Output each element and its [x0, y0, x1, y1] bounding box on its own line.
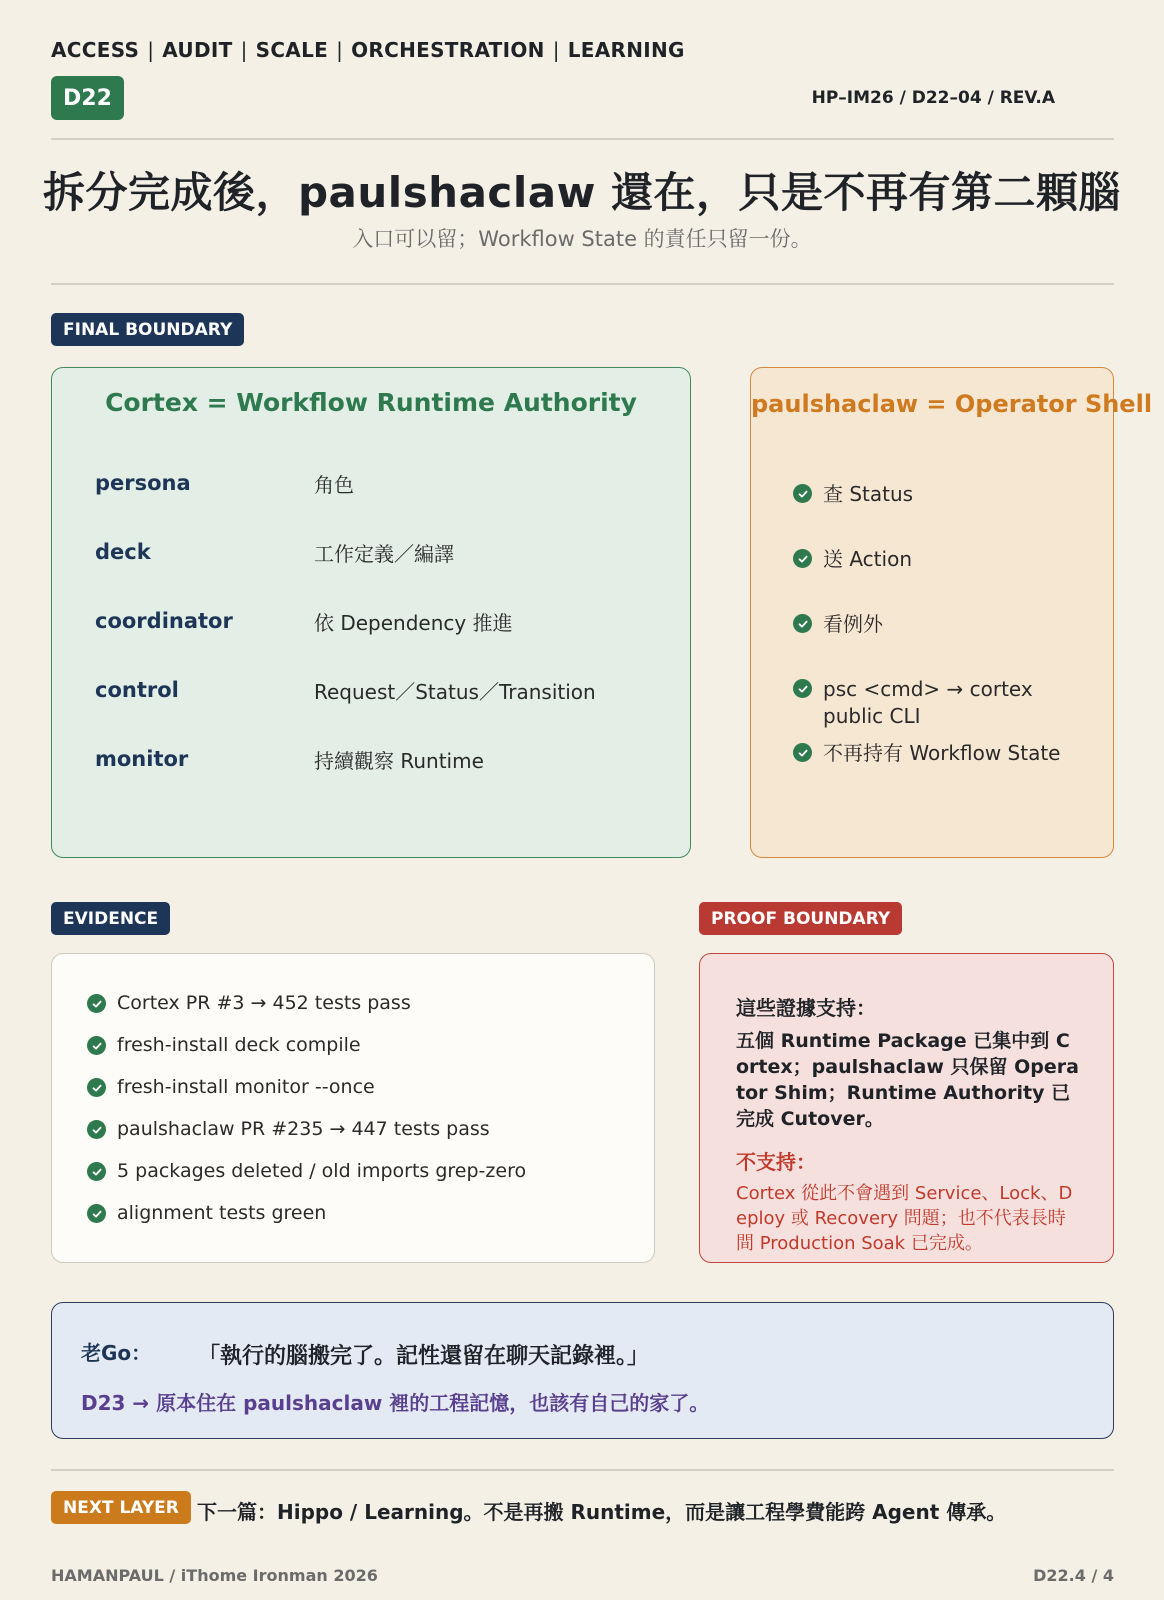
cortex-row-value: 角色 [314, 472, 354, 497]
nav-separator: | [240, 38, 248, 62]
nav-item-scale: SCALE [255, 38, 329, 62]
next-layer-text: 下一篇：Hippo / Learning。不是再搬 Runtime，而是讓工程學費能跨 Agent 傳承。 [197, 1500, 1007, 1524]
page-title: 拆分完成後，paulshaclaw 還在，只是不再有第二顆腦 [42, 168, 1121, 217]
check-icon [87, 1162, 106, 1181]
cortex-row-key: monitor [95, 747, 189, 771]
cortex-row-value: Request／Status／Transition [314, 679, 596, 704]
check-icon [87, 1120, 106, 1139]
evidence-item-text: paulshaclaw PR #235 → 447 tests pass [117, 1118, 490, 1140]
check-icon [793, 549, 812, 568]
evidence-item-text: Cortex PR #3 → 452 tests pass [117, 992, 411, 1014]
operator-shell-card [750, 367, 1153, 858]
nav-item-access: ACCESS [51, 38, 140, 62]
cortex-card [51, 367, 691, 858]
divider [51, 283, 1114, 285]
evidence-item-text: fresh-install deck compile [117, 1034, 361, 1056]
operator-item [793, 740, 1061, 767]
operator-item [793, 481, 913, 508]
not-supports-body: Cortex 從此不會遇到 Service、Lock、Deploy 或 Recovery 問題；也不代表長時間 Production Soak 已完成。 [736, 1183, 1073, 1254]
cortex-row [95, 537, 454, 567]
footer-author: HAMANPAUL / iThome Ironman 2026 [51, 1566, 378, 1585]
operator-item-text: 不再持有 Workflow State [823, 741, 1061, 765]
final-boundary-tag: FINAL BOUNDARY [51, 313, 244, 346]
evidence-item-text: fresh-install monitor --once [117, 1076, 375, 1098]
cortex-row-key: coordinator [95, 609, 233, 633]
check-icon [793, 484, 812, 503]
check-icon [87, 994, 106, 1013]
nav-separator: | [552, 38, 560, 62]
nav-separator: | [336, 38, 344, 62]
nav-item-orchestration: ORCHESTRATION [351, 38, 545, 62]
document-id: HP–IM26 / D22–04 / REV.A [811, 88, 1055, 108]
evidence-item [87, 991, 411, 1016]
supports-body: 五個 Runtime Package 已集中到 Cortex；paulshaclaw 只保留 Operator Shim；Runtime Authority 已完成 Cutover。 [736, 1030, 1079, 1130]
check-icon [793, 679, 812, 698]
day-badge: D22 [51, 76, 124, 120]
next-day-teaser: D23 → 原本住在 paulshaclaw 裡的工程記憶，也該有自己的家了。 [81, 1391, 710, 1415]
operator-item [793, 546, 912, 573]
evidence-item [87, 1159, 526, 1184]
footer-page-number: D22.4 / 4 [1033, 1566, 1114, 1585]
nav-item-learning: LEARNING [567, 38, 685, 62]
quote-speaker: 老Go： [81, 1341, 152, 1365]
check-icon [793, 743, 812, 762]
operator-item [793, 611, 883, 638]
cortex-row [95, 744, 484, 774]
operator-item-text: psc <cmd> → cortex public CLI [823, 677, 1033, 728]
check-icon [87, 1204, 106, 1223]
divider [51, 1469, 1114, 1471]
divider [51, 138, 1114, 140]
cortex-row [95, 675, 596, 705]
nav-separator: | [147, 38, 155, 62]
next-layer-tag: NEXT LAYER [51, 1491, 191, 1524]
check-icon [87, 1078, 106, 1097]
operator-item-text: 送 Action [823, 547, 912, 571]
evidence-tag: EVIDENCE [51, 902, 170, 935]
top-nav [51, 38, 685, 62]
evidence-card [51, 953, 655, 1263]
evidence-item [87, 1201, 326, 1226]
cortex-card-title: Cortex = Workflow Runtime Authority [105, 388, 637, 417]
proof-boundary-tag: PROOF BOUNDARY [699, 902, 902, 935]
check-icon [793, 614, 812, 633]
operator-card-title: paulshaclaw = Operator Shell [751, 390, 1153, 418]
cortex-row-key: persona [95, 471, 191, 495]
cortex-row-key: control [95, 678, 179, 702]
evidence-item-text: 5 packages deleted / old imports grep-zero [117, 1160, 527, 1182]
page-subtitle: 入口可以留；Workflow State 的責任只留一份。 [352, 227, 812, 251]
cortex-row-key: deck [95, 540, 151, 564]
evidence-item [87, 1075, 375, 1100]
evidence-item [87, 1117, 490, 1142]
operator-item-text: 看例外 [823, 612, 883, 636]
not-supports-heading: 不支持： [736, 1150, 816, 1174]
operator-item-text: 查 Status [823, 482, 914, 506]
cortex-row [95, 606, 513, 636]
proof-boundary-card [699, 953, 1114, 1263]
cortex-row-value: 持續觀察 Runtime [314, 748, 484, 773]
quote-text: 「執行的腦搬完了。記性還留在聊天記錄裡。」 [198, 1344, 650, 1369]
cortex-row-value: 依 Dependency 推進 [314, 610, 513, 635]
cortex-row-value: 工作定義／編譯 [314, 541, 454, 566]
cortex-row [95, 468, 354, 498]
evidence-item [87, 1033, 361, 1058]
nav-item-audit: AUDIT [162, 38, 233, 62]
quote-card [51, 1302, 1114, 1439]
supports-heading: 這些證據支持： [736, 996, 876, 1020]
evidence-item-text: alignment tests green [117, 1202, 327, 1224]
operator-item [793, 676, 1088, 730]
check-icon [87, 1036, 106, 1055]
